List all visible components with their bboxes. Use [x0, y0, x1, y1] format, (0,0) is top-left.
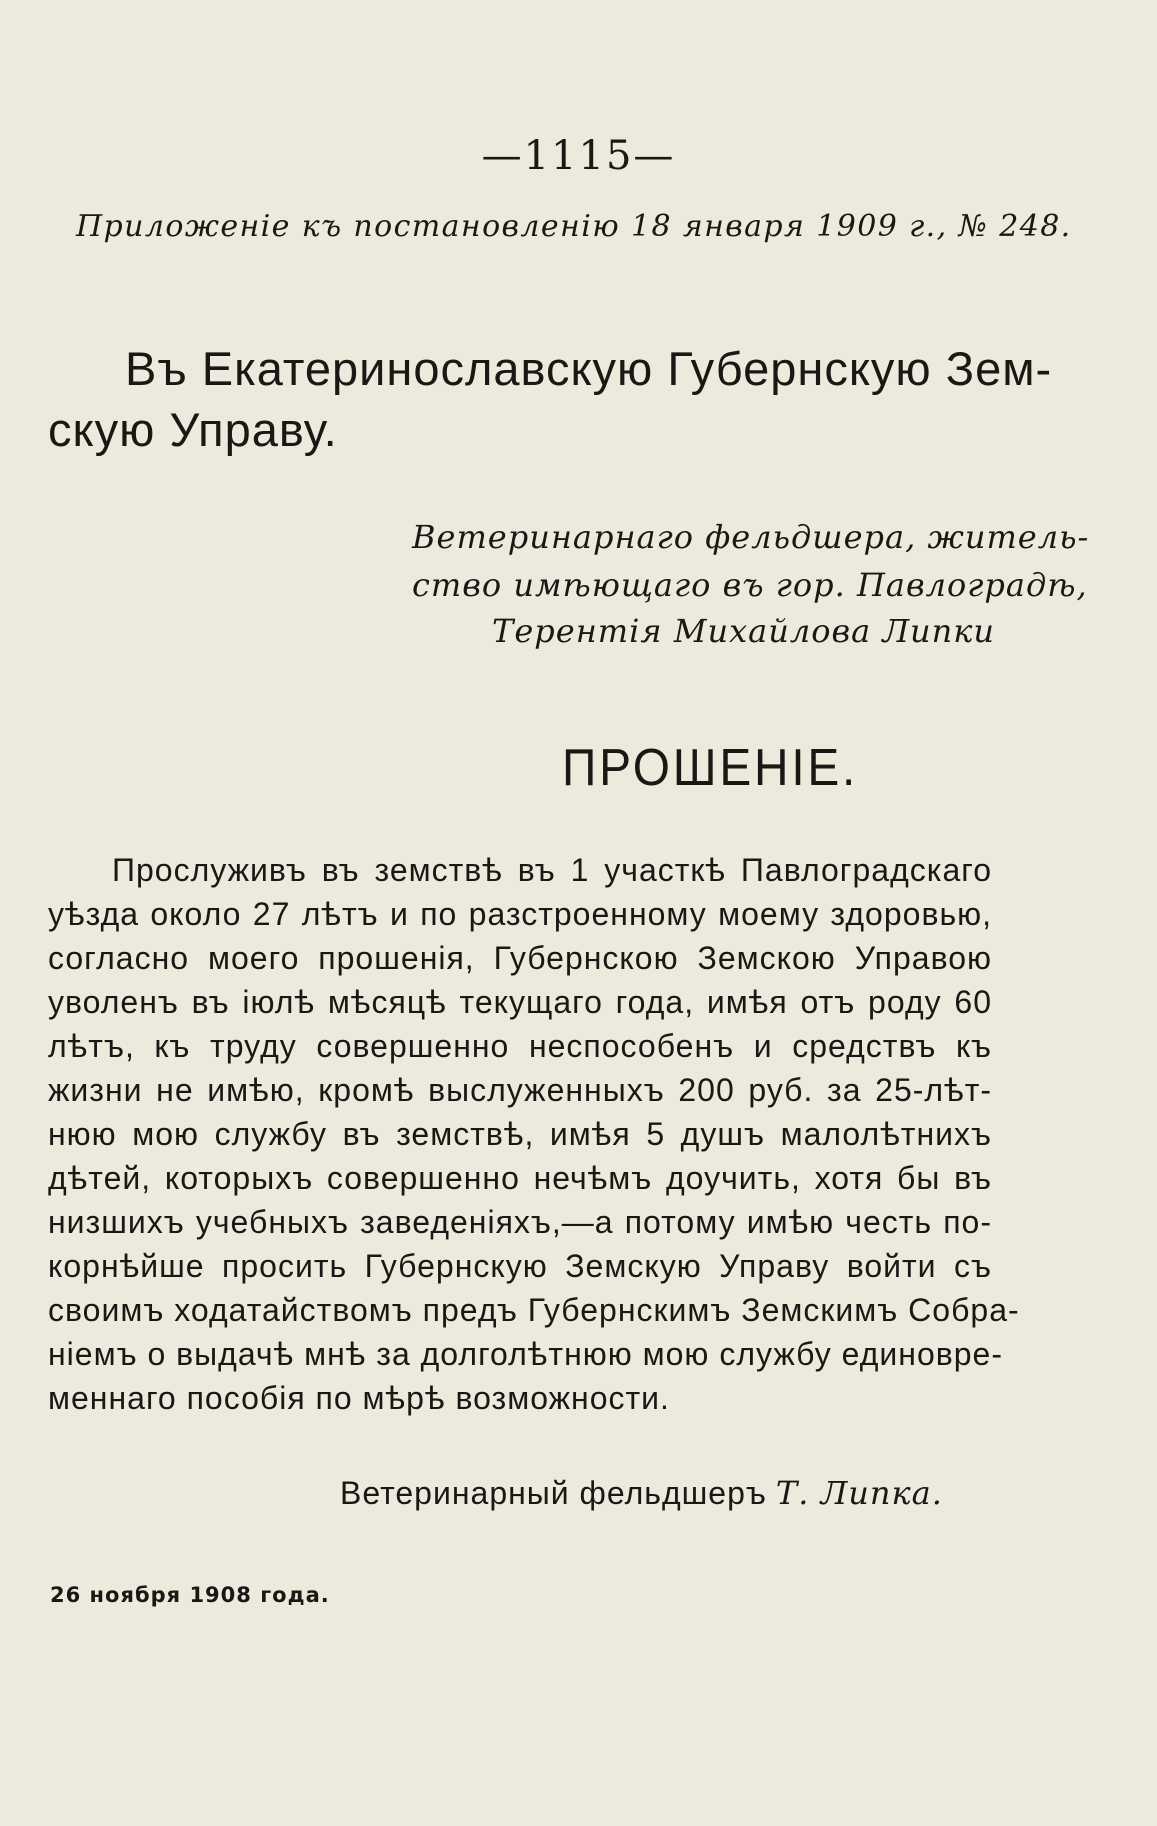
addressee-line-2: скую Управу.	[48, 403, 338, 456]
addressee-line-1: Въ Екатеринославскую Губернскую Зем-	[125, 342, 1053, 395]
document-date: 26 ноября 1908 года.	[50, 1583, 330, 1607]
body-line: дѣтей, которыхъ совершенно нечѣмъ доучить, хотя бы въ	[48, 1160, 992, 1196]
body-line: уѣзда около 27 лѣтъ и по разстроенному моему здоровью,	[48, 896, 992, 932]
signature-name: Т. Липка.	[775, 1474, 943, 1512]
sender-line-2: ство имѣющаго въ гор. Павлоградѣ,	[412, 566, 1088, 604]
sender-line-3: Терентія Михайлова Липки	[492, 612, 995, 650]
body-line: согласно моего прошенія, Губернскою Земскою Управою	[48, 940, 992, 976]
signature	[340, 1474, 943, 1512]
body-line: уволенъ въ іюлѣ мѣсяцѣ текущаго года, имѣя отъ роду 60	[48, 984, 992, 1020]
body-line: жизни не имѣю, кромѣ выслуженныхъ 200 руб. за 25-лѣт-	[48, 1072, 992, 1108]
body-line: Прослуживъ въ земствѣ въ 1 участкѣ Павлоградскаго	[112, 852, 992, 888]
appendix-heading: Приложеніе къ постановленію 18 января 1909 г., № 248.	[76, 209, 1072, 244]
sender-line-1: Ветеринарнаго фельдшера, житель-	[412, 518, 1090, 556]
signature-title: Ветеринарный фельдшеръ	[340, 1475, 767, 1511]
body-line: нюю мою службу въ земствѣ, имѣя 5 душъ малолѣтнихъ	[48, 1116, 992, 1152]
body-line: корнѣйше просить Губернскую Земскую Управу войти съ	[48, 1248, 992, 1284]
body-line: меннаго пособія по мѣрѣ возможности.	[48, 1380, 670, 1416]
petition-title: ПРОШЕНІЕ.	[562, 739, 859, 797]
body-line: ніемъ о выдачѣ мнѣ за долголѣтнюю мою службу единовре-	[48, 1336, 1003, 1372]
body-line: низшихъ учебныхъ заведеніяхъ,—а потому имѣю честь по-	[48, 1204, 992, 1240]
body-line: лѣтъ, къ труду совершенно неспособенъ и средствъ къ	[48, 1028, 992, 1064]
page-number: —1115—	[481, 133, 676, 179]
body-line: своимъ ходатайствомъ предъ Губернскимъ Земскимъ Собра-	[48, 1292, 1020, 1328]
